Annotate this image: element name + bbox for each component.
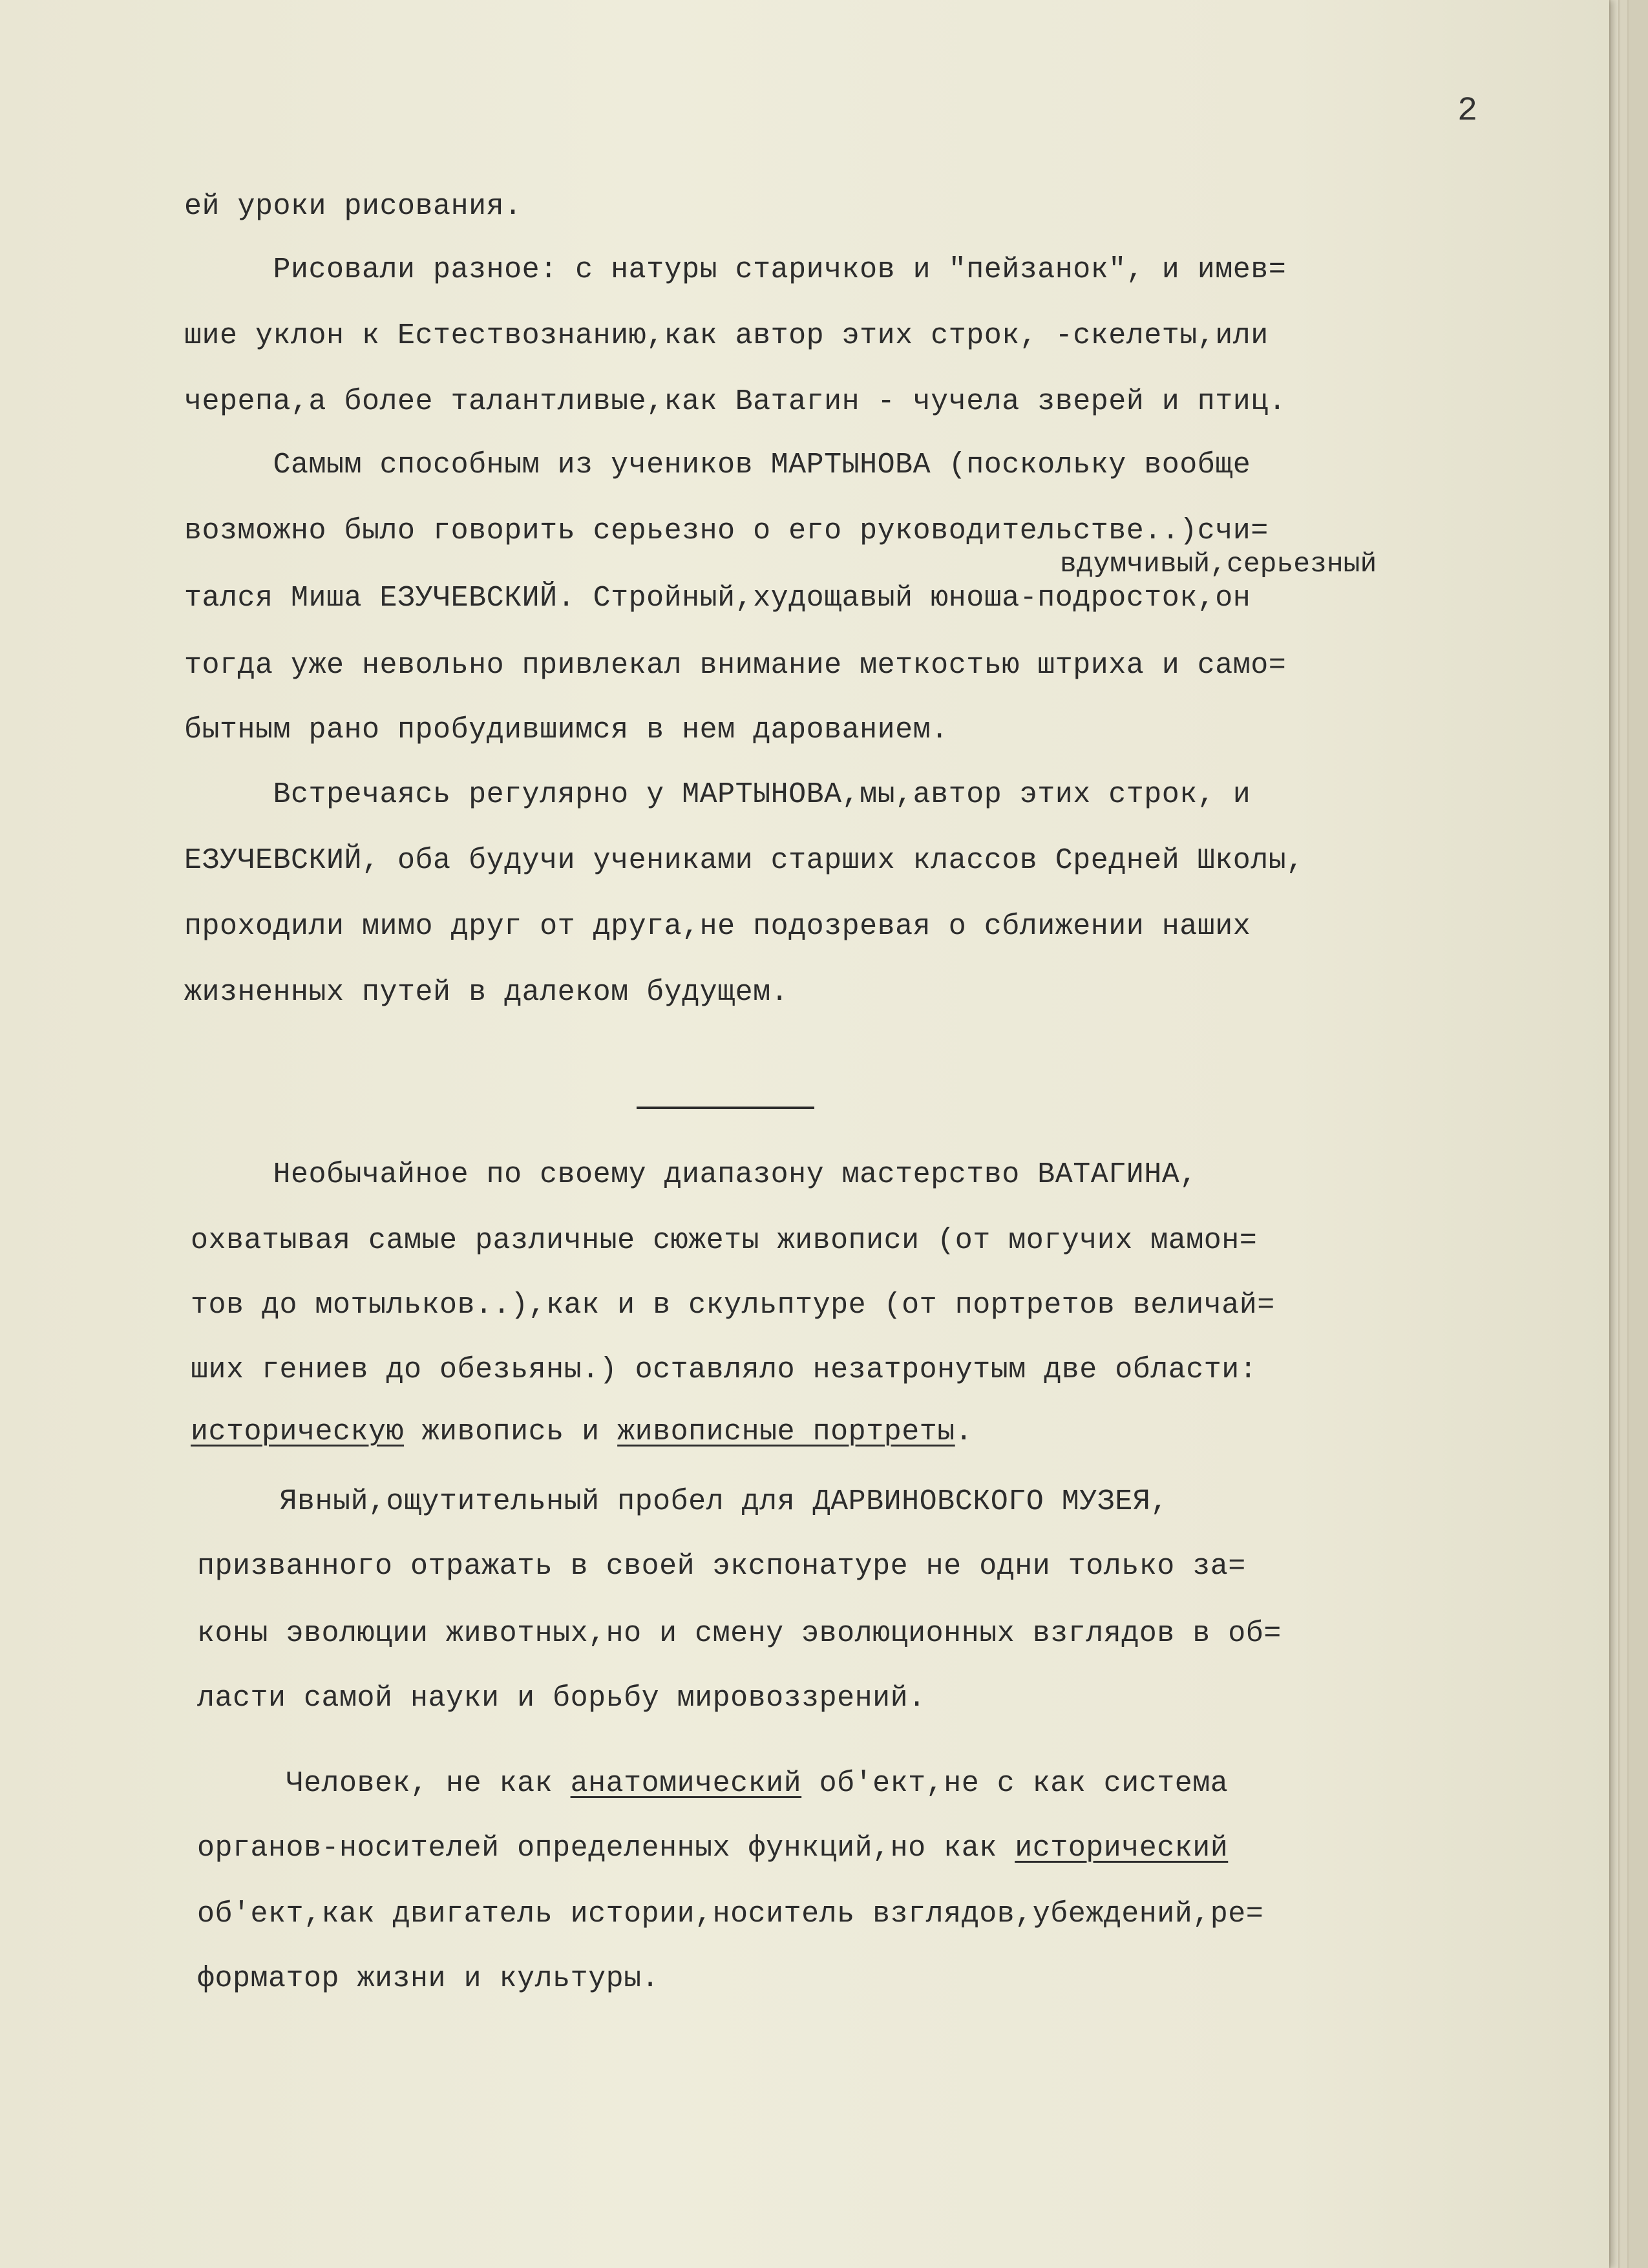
text-line: Необычайное по своему диапазону мастерство ВАТАГИНА, bbox=[184, 1158, 1198, 1191]
text-segment: органов-носителей определенных функций,но как bbox=[197, 1832, 1015, 1865]
text-line: бытным рано пробудившимся в нем дарованием. bbox=[184, 714, 949, 747]
text-line: ЕЗУЧЕВСКИЙ, оба будучи учениками старших классов Средней Школы, bbox=[184, 844, 1304, 877]
text-line: ей уроки рисования. bbox=[184, 190, 522, 223]
text-line: ласти самой науки и борьбу мировоззрений. bbox=[197, 1682, 926, 1715]
text-line bbox=[0, 1765, 1648, 1803]
text-line: возможно было говорить серьезно о его руководительстве..)счи= bbox=[184, 514, 1269, 547]
text-line: охватывая самые различные сюжеты живописи (от могучих мамон= bbox=[191, 1224, 1258, 1257]
text-segment: Человек, не как bbox=[197, 1767, 571, 1800]
text-line bbox=[0, 1413, 1648, 1452]
text-line: Самым способным из учеников МАРТЫНОВА (поскольку вообще bbox=[184, 449, 1251, 482]
text-line: тогда уже невольно привлекал внимание меткостью штриха и само= bbox=[184, 649, 1287, 682]
interlinear-note: вдумчивый,серьезный bbox=[1060, 548, 1377, 580]
text-line bbox=[0, 1829, 1648, 1868]
text-line: Встречаясь регулярно у МАРТЫНОВА,мы,автор этих строк, и bbox=[184, 778, 1251, 811]
page-number: 2 bbox=[1457, 92, 1478, 130]
text-line: Явный,ощутительный пробел для ДАРВИНОВСКОГО МУЗЕЯ, bbox=[191, 1485, 1168, 1518]
underlined-phrase: исторический bbox=[1015, 1832, 1229, 1865]
text-line: жизненных путей в далеком будущем. bbox=[184, 976, 789, 1009]
text-line: призванного отражать в своей экспонатуре не одни только за= bbox=[197, 1550, 1246, 1583]
text-line: ших гениев до обезьяны.) оставляло незатронутым две области: bbox=[191, 1353, 1258, 1386]
text-segment: об'ект,не с как система bbox=[801, 1767, 1229, 1800]
text-line: тов до мотыльков..),как и в скульптуре (от портретов величай= bbox=[191, 1289, 1275, 1322]
text-line: форматор жизни и культуры. bbox=[197, 1962, 660, 1995]
text-line: коны эволюции животных,но и смену эволюционных взглядов в об= bbox=[197, 1617, 1282, 1650]
section-separator bbox=[637, 1107, 814, 1109]
text-segment: . bbox=[955, 1415, 973, 1448]
text-line: проходили мимо друг от друга,не подозревая о сближении наших bbox=[184, 910, 1251, 943]
underlined-phrase: историческую bbox=[191, 1415, 405, 1448]
text-line: шие уклон к Естествознанию,как автор этих строк, -скелеты,или bbox=[184, 319, 1269, 352]
text-line: об'ект,как двигатель истории,носитель взглядов,убеждений,ре= bbox=[197, 1898, 1264, 1931]
underlined-phrase: анатомический bbox=[570, 1767, 802, 1800]
text-line: черепа,а более талантливые,как Ватагин - чучела зверей и птиц. bbox=[184, 385, 1287, 418]
text-segment: живопись и bbox=[404, 1415, 618, 1448]
underlined-phrase: живописные портреты bbox=[617, 1415, 955, 1448]
text-line: тался Миша ЕЗУЧЕВСКИЙ. Стройный,худощавый юноша-подросток,он bbox=[184, 582, 1251, 615]
text-line: Рисовали разное: с натуры старичков и "пейзанок", и имев= bbox=[184, 253, 1287, 286]
